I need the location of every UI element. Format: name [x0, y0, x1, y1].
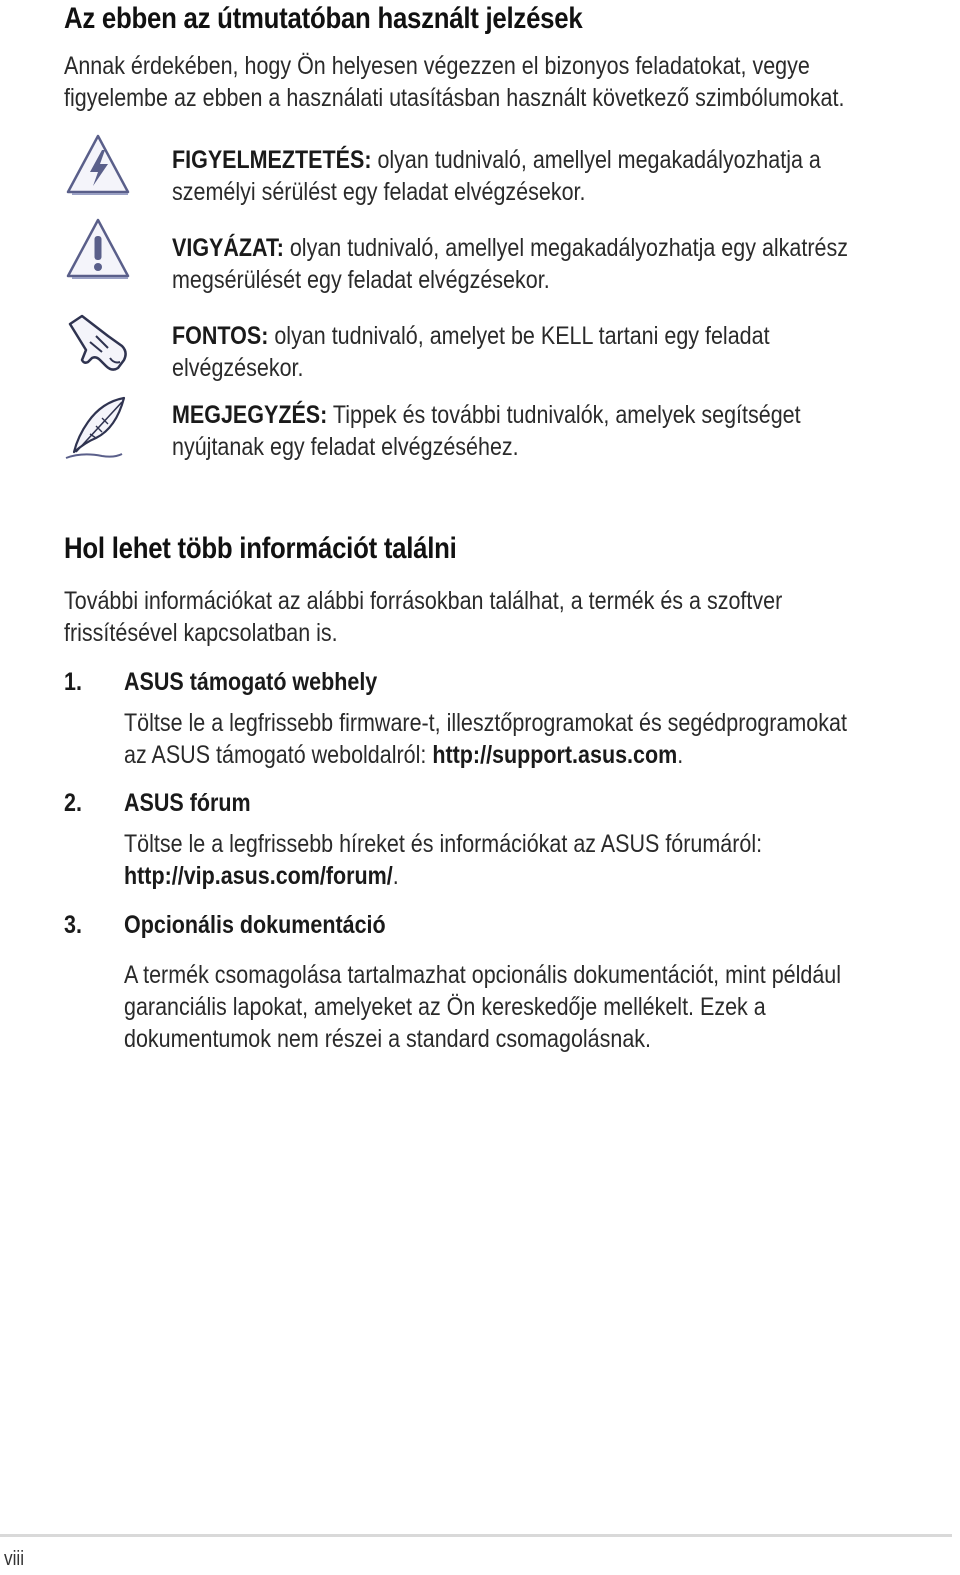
notice-caution-text-1: olyan tudnivaló, amellyel megakadályozhatja egy alkatrész — [283, 234, 848, 262]
support-site-line-2-suffix: . — [677, 741, 684, 769]
support-site-line-2-prefix: az ASUS támogató weboldalról: — [124, 741, 433, 769]
optional-docs-line-2: garanciális lapokat, amelyeket az Ön kereskedője mellékelt. Ezek a — [124, 993, 766, 1021]
notice-note-label: MEGJEGYZÉS: — [172, 401, 328, 429]
notice-caution-line-2: megsérülését egy feladat elvégzésekor. — [172, 266, 550, 294]
section-title-more-info: Hol lehet több információt találni — [64, 532, 457, 565]
list-body-optional-docs — [124, 959, 958, 1055]
forum-line-1: Töltse le a legfrissebb híreket és információkat az ASUS fórumáról: — [124, 830, 763, 858]
list-number-1: 1. — [64, 668, 82, 696]
notice-note — [172, 399, 952, 463]
footer-rule — [0, 1534, 952, 1537]
more-info-intro-line-1: További információkat az alábbi forrásokban találhat, a termék és a szoftver — [64, 587, 783, 615]
notice-note-line-2: nyújtanak egy feladat elvégzéséhez. — [172, 433, 519, 461]
notice-caution-label: VIGYÁZAT: — [172, 234, 284, 262]
notice-note-line-1 — [172, 399, 843, 431]
notice-important-text-1: olyan tudnivaló, amelyet be KELL tartani egy feladat — [268, 322, 770, 350]
list-number-2: 2. — [64, 789, 82, 817]
page-number: viii — [4, 1548, 25, 1570]
list-title-optional-docs: Opcionális dokumentáció — [124, 911, 386, 939]
notice-warning-line-2: személyi sérülést egy feladat elvégzésekor. — [172, 178, 586, 206]
forum-line-2-suffix: . — [392, 862, 399, 890]
list-title-support-site: ASUS támogató webhely — [124, 668, 378, 696]
notice-note-text-1: Tippek és további tudnivalók, amelyek segítséget — [327, 401, 801, 429]
notice-warning-text-1: olyan tudnivaló, amellyel megakadályozhatja a — [371, 146, 821, 174]
notice-caution-line-1 — [172, 232, 848, 264]
list-title-forum: ASUS fórum — [124, 789, 251, 817]
lightning-warning-icon — [62, 130, 134, 202]
notice-warning — [172, 144, 952, 208]
list-number-3: 3. — [64, 911, 82, 939]
support-site-line-1: Töltse le a legfrissebb firmware-t, illesztőprogramokat és segédprogramokat — [124, 709, 847, 737]
forum-line-2 — [124, 860, 762, 892]
more-info-intro — [64, 585, 899, 649]
feather-note-icon — [62, 392, 134, 464]
exclamation-caution-icon — [62, 214, 134, 286]
support-site-link[interactable]: http://support.asus.com — [432, 741, 678, 769]
notice-warning-line-1 — [172, 144, 843, 176]
list-body-forum — [124, 828, 866, 892]
notice-caution — [172, 232, 952, 296]
optional-docs-line-1: A termék csomagolása tartalmazhat opcionális dokumentációt, mint például — [124, 961, 842, 989]
list-body-support-site — [124, 707, 960, 771]
symbols-intro-line-2: figyelembe az ebben a használati utasításban használt következő szimbólumokat. — [64, 84, 845, 112]
symbols-intro-line-1: Annak érdekében, hogy Ön helyesen végezzen el bizonyos feladatokat, vegye — [64, 52, 810, 80]
notice-important-line-2: elvégzésekor. — [172, 354, 304, 382]
support-site-line-2 — [124, 739, 847, 771]
more-info-intro-line-2: frissítésével kapcsolatban is. — [64, 619, 338, 647]
notice-warning-label: FIGYELMEZTETÉS: — [172, 146, 372, 174]
forum-link[interactable]: http://vip.asus.com/forum/ — [124, 862, 393, 890]
symbols-intro — [64, 50, 960, 114]
hand-important-icon — [62, 306, 134, 378]
section-title-symbols: Az ebben az útmutatóban használt jelzések — [64, 2, 583, 35]
notice-important-line-1 — [172, 320, 843, 352]
optional-docs-line-3: dokumentumok nem részei a standard csomagolásnak. — [124, 1025, 652, 1053]
notice-important-label: FONTOS: — [172, 322, 269, 350]
notice-important — [172, 320, 952, 384]
